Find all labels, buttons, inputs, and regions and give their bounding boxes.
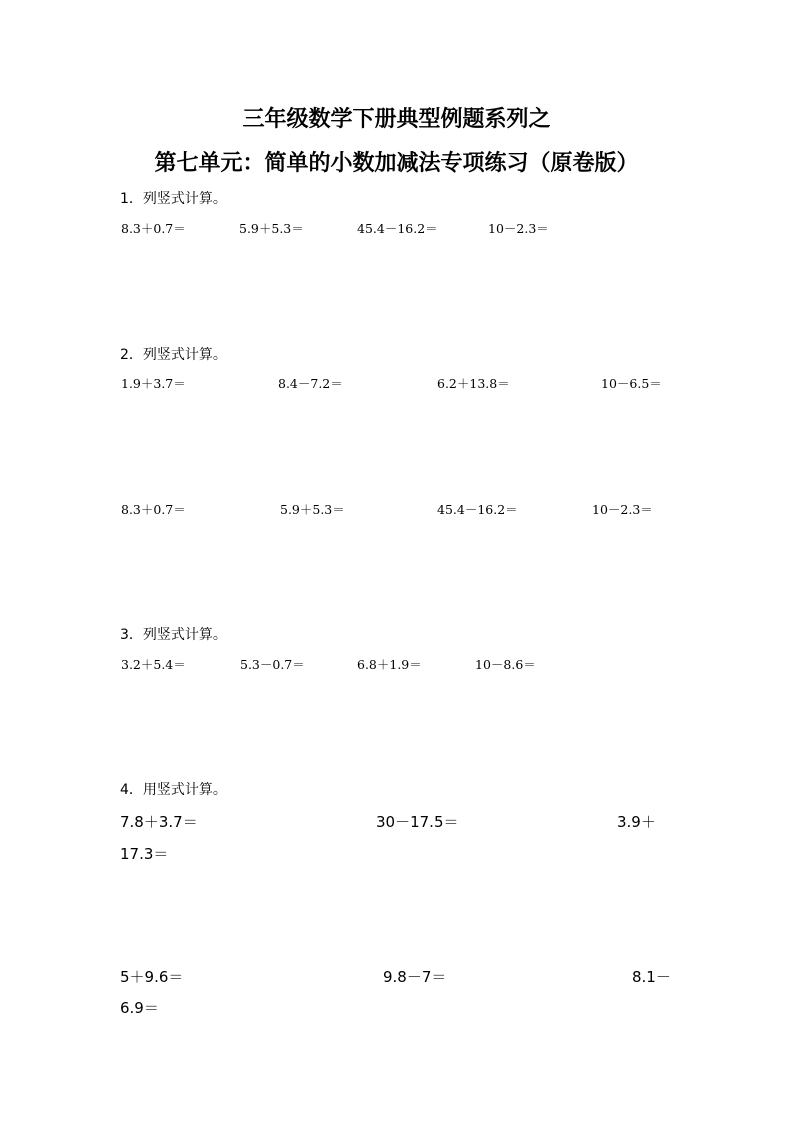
q3-equation: 3.2＋5.4＝ — [121, 657, 186, 672]
q2-equation: 8.4－7.2＝ — [278, 376, 343, 391]
question-1-heading: 1．列竖式计算。 — [120, 191, 227, 207]
q1-equation: 8.3＋0.7＝ — [121, 221, 186, 236]
q2-equation: 45.4－16.2＝ — [437, 502, 518, 517]
worksheet-title: 三年级数学下册典型例题系列之 — [242, 107, 551, 132]
worksheet-subtitle: 第七单元：简单的小数加减法专项练习（原卷版） — [154, 151, 639, 176]
q2-equation: 1.9＋3.7＝ — [121, 376, 186, 391]
q3-equation: 6.8＋1.9＝ — [357, 657, 422, 672]
q1-equation: 10－2.3＝ — [488, 221, 549, 236]
q2-equation: 10－2.3＝ — [592, 502, 653, 517]
q3-equation: 10－8.6＝ — [475, 657, 536, 672]
q4-equation: 3.9＋ — [617, 813, 656, 831]
q4-equation: 30－17.5＝ — [376, 813, 459, 831]
q4-equation-continued: 17.3＝ — [120, 845, 169, 863]
q1-equation: 5.9＋5.3＝ — [239, 221, 304, 236]
q4-equation: 9.8－7＝ — [383, 968, 447, 986]
q4-equation: 5＋9.6＝ — [120, 968, 184, 986]
q2-equation: 10－6.5＝ — [601, 376, 662, 391]
q2-equation: 6.2＋13.8＝ — [437, 376, 510, 391]
q2-equation: 5.9＋5.3＝ — [280, 502, 345, 517]
q4-equation-continued: 6.9＝ — [120, 999, 159, 1017]
question-3-heading: 3．列竖式计算。 — [120, 627, 227, 643]
q1-equation: 45.4－16.2＝ — [357, 221, 438, 236]
q4-equation: 8.1－ — [632, 968, 671, 986]
q3-equation: 5.3－0.7＝ — [240, 657, 305, 672]
q4-equation: 7.8＋3.7＝ — [120, 813, 198, 831]
question-2-heading: 2．列竖式计算。 — [120, 347, 227, 363]
question-4-heading: 4．用竖式计算。 — [120, 782, 227, 798]
q2-equation: 8.3＋0.7＝ — [121, 502, 186, 517]
